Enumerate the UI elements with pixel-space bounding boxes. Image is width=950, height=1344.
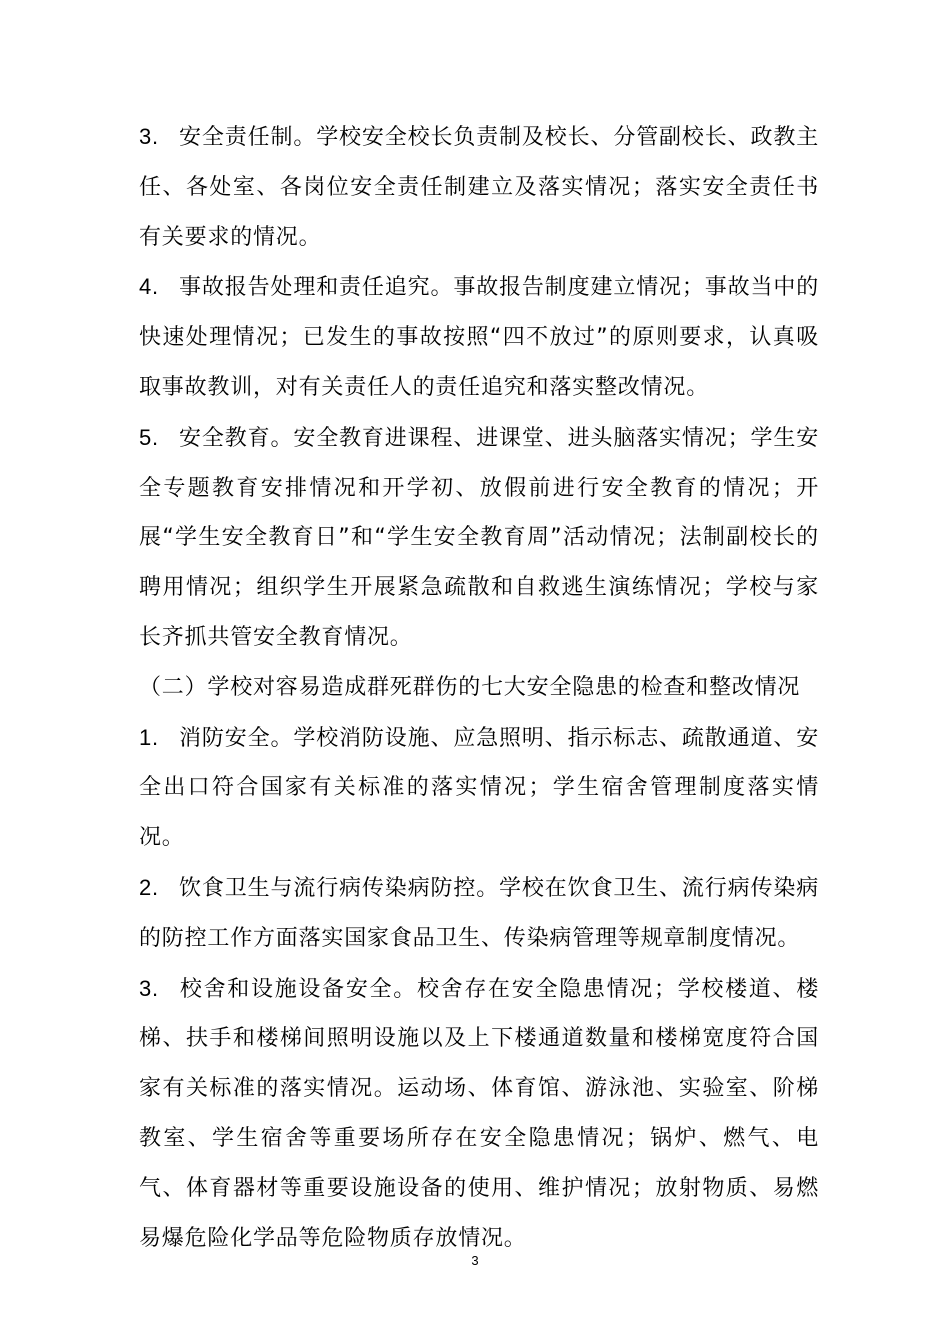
section-heading xyxy=(139,663,819,713)
paragraph-number: 3. xyxy=(139,975,159,1001)
paragraph-item-5-safety-education xyxy=(139,413,819,663)
paragraph-item-4-accident-report xyxy=(139,262,819,412)
paragraph-item-3-building-safety xyxy=(139,964,819,1264)
paragraph-item-1-fire-safety xyxy=(139,713,819,863)
paragraph-item-3-responsibility xyxy=(139,112,819,262)
section-heading-text: （二）学校对容易造成群死群伤的七大安全隐患的检查和整改情况 xyxy=(139,674,801,700)
paragraph-text: 消防安全。学校消防设施、应急照明、指示标志、疏散通道、安全出口符合国家有关标准的落实情况；学生宿舍管理制度落实情况。 xyxy=(139,725,819,851)
document-body xyxy=(139,112,819,1263)
paragraph-item-2-food-hygiene xyxy=(139,863,819,964)
paragraph-number: 4. xyxy=(139,274,159,300)
paragraph-number: 1. xyxy=(139,724,159,750)
paragraph-text: 安全责任制。学校安全校长负责制及校长、分管副校长、政教主任、各处室、各岗位安全责任制建立及落实情况；落实安全责任书有关要求的情况。 xyxy=(139,125,819,250)
paragraph-number: 5. xyxy=(139,424,159,450)
paragraph-number: 2. xyxy=(139,874,159,900)
paragraph-number: 3. xyxy=(139,124,159,149)
paragraph-text: 安全教育。安全教育进课程、进课堂、进头脑落实情况；学生安全专题教育安排情况和开学初、放假前进行安全教育的情况；开展“学生安全教育日”和“学生安全教育周”活动情况；法制副校长的聘用情况；组织学生开展紧急疏散和自救逃生演练情况；学校与家长齐抓共管安全教育情况。 xyxy=(139,425,819,650)
paragraph-text: 饮食卫生与流行病传染病防控。学校在饮食卫生、流行病传染病的防控工作方面落实国家食品卫生、传染病管理等规章制度情况。 xyxy=(139,875,819,951)
paragraph-text: 校舍和设施设备安全。校舍存在安全隐患情况；学校楼道、楼梯、扶手和楼梯间照明设施以及上下楼通道数量和楼梯宽度符合国家有关标准的落实情况。运动场、体育馆、游泳池、实验室、阶梯教室、学生宿舍等重要场所存在安全隐患情况；锅炉、燃气、电气、体育器材等重要设施设备的使用、维护情况；放射物质、易燃易爆危险化学品等危险物质存放情况。 xyxy=(139,976,819,1251)
page-number: 3 xyxy=(471,1253,479,1268)
paragraph-text: 事故报告处理和责任追究。事故报告制度建立情况；事故当中的快速处理情况；已发生的事故按照“四不放过”的原则要求，认真吸取事故教训，对有关责任人的责任追究和落实整改情况。 xyxy=(139,275,819,400)
